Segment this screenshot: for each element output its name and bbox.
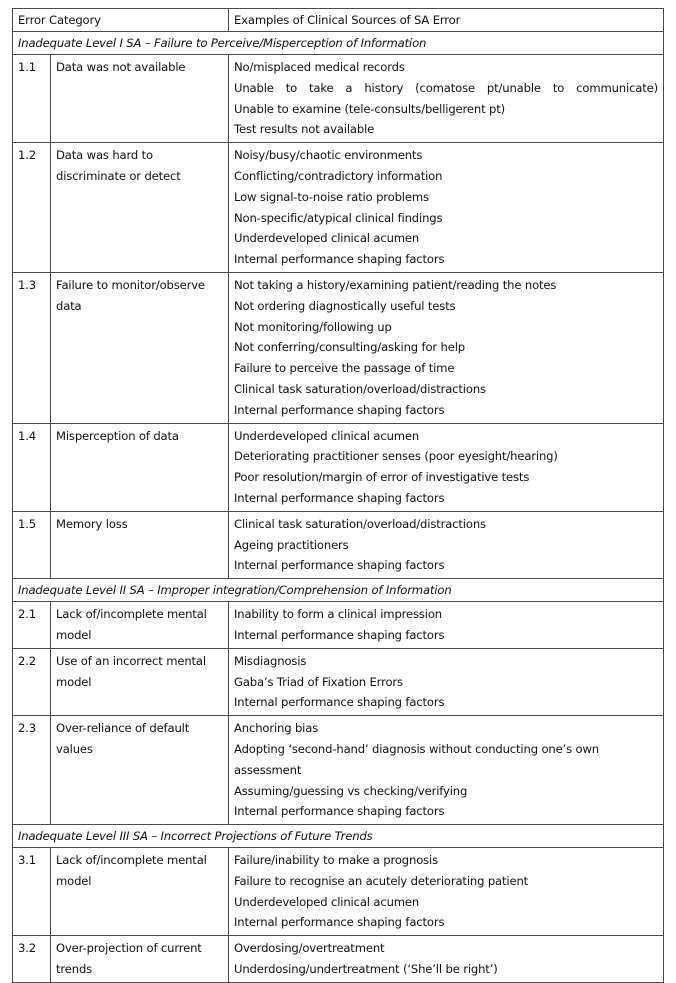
example-item: Ageing practitioners xyxy=(234,537,349,552)
example-item: Adopting ‘second-hand’ diagnosis without conducting one’s own assessment xyxy=(234,741,600,777)
row-examples xyxy=(229,423,664,511)
example-item: Conflicting/contradictory information xyxy=(234,168,443,183)
row-id: 1.2 xyxy=(13,143,51,273)
table-header-row xyxy=(13,9,664,32)
row-id: 2.3 xyxy=(13,716,51,825)
example-item: Internal performance shaping factors xyxy=(234,558,445,573)
example-item: Not conferring/consulting/asking for help xyxy=(234,340,466,355)
example-item: Inability to form a clinical impression xyxy=(234,607,443,622)
example-item: Failure/inability to make a prognosis xyxy=(234,853,438,868)
row-category: Failure to monitor/observe data xyxy=(51,272,229,423)
example-item: Not monitoring/following up xyxy=(234,319,392,334)
header-error-category: Error Category xyxy=(13,9,229,32)
table-row xyxy=(13,648,664,715)
row-id: 1.4 xyxy=(13,423,51,511)
row-examples xyxy=(229,272,664,423)
row-category: Use of an incorrect mental model xyxy=(51,648,229,715)
row-id: 1.5 xyxy=(13,511,51,578)
example-item: Clinical task saturation/overload/distractions xyxy=(234,516,486,531)
example-item: Underdeveloped clinical acumen xyxy=(234,231,420,246)
example-item: Internal performance shaping factors xyxy=(234,915,445,930)
row-category: Lack of/incomplete mental model xyxy=(51,602,229,649)
sa-error-table xyxy=(12,8,664,983)
section-header-row xyxy=(13,32,664,55)
header-examples: Examples of Clinical Sources of SA Error xyxy=(229,9,664,32)
row-examples xyxy=(229,511,664,578)
row-examples xyxy=(229,716,664,825)
row-id: 3.2 xyxy=(13,936,51,983)
example-item: Misdiagnosis xyxy=(234,653,307,668)
row-examples xyxy=(229,648,664,715)
example-item: Internal performance shaping factors xyxy=(234,695,445,710)
example-item: Anchoring bias xyxy=(234,721,319,736)
row-examples xyxy=(229,55,664,143)
row-category: Over-reliance of default values xyxy=(51,716,229,825)
example-item: Not taking a history/examining patient/reading the notes xyxy=(234,277,557,292)
row-examples xyxy=(229,936,664,983)
row-id: 1.3 xyxy=(13,272,51,423)
row-id: 2.1 xyxy=(13,602,51,649)
row-id: 2.2 xyxy=(13,648,51,715)
example-item: Underdeveloped clinical acumen xyxy=(234,428,420,443)
table-row xyxy=(13,272,664,423)
section-title: Inadequate Level III SA – Incorrect Projections of Future Trends xyxy=(13,825,664,848)
section-title: Inadequate Level I SA – Failure to Perceive/Misperception of Information xyxy=(13,32,664,55)
row-examples xyxy=(229,143,664,273)
row-category: Data was not available xyxy=(51,55,229,143)
section-header-row xyxy=(13,579,664,602)
example-item: Failure to perceive the passage of time xyxy=(234,361,455,376)
table-row xyxy=(13,423,664,511)
table-row xyxy=(13,511,664,578)
example-item: Unable to examine (tele-consults/belligerent pt) xyxy=(234,101,505,116)
table-row xyxy=(13,602,664,649)
example-item: Poor resolution/margin of error of investigative tests xyxy=(234,470,530,485)
example-item: Internal performance shaping factors xyxy=(234,627,445,642)
row-id: 3.1 xyxy=(13,848,51,936)
example-item: Not ordering diagnostically useful tests xyxy=(234,298,456,313)
example-item: Gaba’s Triad of Fixation Errors xyxy=(234,674,403,689)
example-item: Clinical task saturation/overload/distractions xyxy=(234,381,486,396)
row-category: Data was hard to discriminate or detect xyxy=(51,143,229,273)
row-examples xyxy=(229,848,664,936)
row-examples xyxy=(229,602,664,649)
example-item: Non-specific/atypical clinical findings xyxy=(234,210,443,225)
example-item: Internal performance shaping factors xyxy=(234,252,445,267)
example-item: Deteriorating practitioner senses (poor eyesight/hearing) xyxy=(234,449,558,464)
row-category: Misperception of data xyxy=(51,423,229,511)
example-item: Noisy/busy/chaotic environments xyxy=(234,148,423,163)
example-item: Underdosing/undertreatment (‘She’ll be right’) xyxy=(234,962,498,977)
example-item: Unable to take a history (comatose pt/unable to communicate) xyxy=(234,80,658,95)
row-category: Memory loss xyxy=(51,511,229,578)
example-item: Failure to recognise an acutely deteriorating patient xyxy=(234,873,529,888)
row-id: 1.1 xyxy=(13,55,51,143)
section-header-row xyxy=(13,825,664,848)
example-item: No/misplaced medical records xyxy=(234,60,405,74)
table-row xyxy=(13,716,664,825)
table-body xyxy=(13,32,664,983)
row-category: Over-projection of current trends xyxy=(51,936,229,983)
table-row xyxy=(13,936,664,983)
example-item: Internal performance shaping factors xyxy=(234,490,445,505)
table-row xyxy=(13,55,664,143)
example-item: Internal performance shaping factors xyxy=(234,804,445,819)
table-row xyxy=(13,848,664,936)
example-item: Underdeveloped clinical acumen xyxy=(234,894,420,909)
example-item: Overdosing/overtreatment xyxy=(234,941,385,956)
sa-error-table-container xyxy=(12,8,663,983)
section-title: Inadequate Level II SA – Improper integration/Comprehension of Information xyxy=(13,579,664,602)
row-category: Lack of/incomplete mental model xyxy=(51,848,229,936)
table-row xyxy=(13,143,664,273)
example-item: Assuming/guessing vs checking/verifying xyxy=(234,783,468,798)
example-item: Internal performance shaping factors xyxy=(234,402,445,417)
example-item: Low signal-to-noise ratio problems xyxy=(234,189,429,204)
example-item: Test results not available xyxy=(234,122,375,137)
